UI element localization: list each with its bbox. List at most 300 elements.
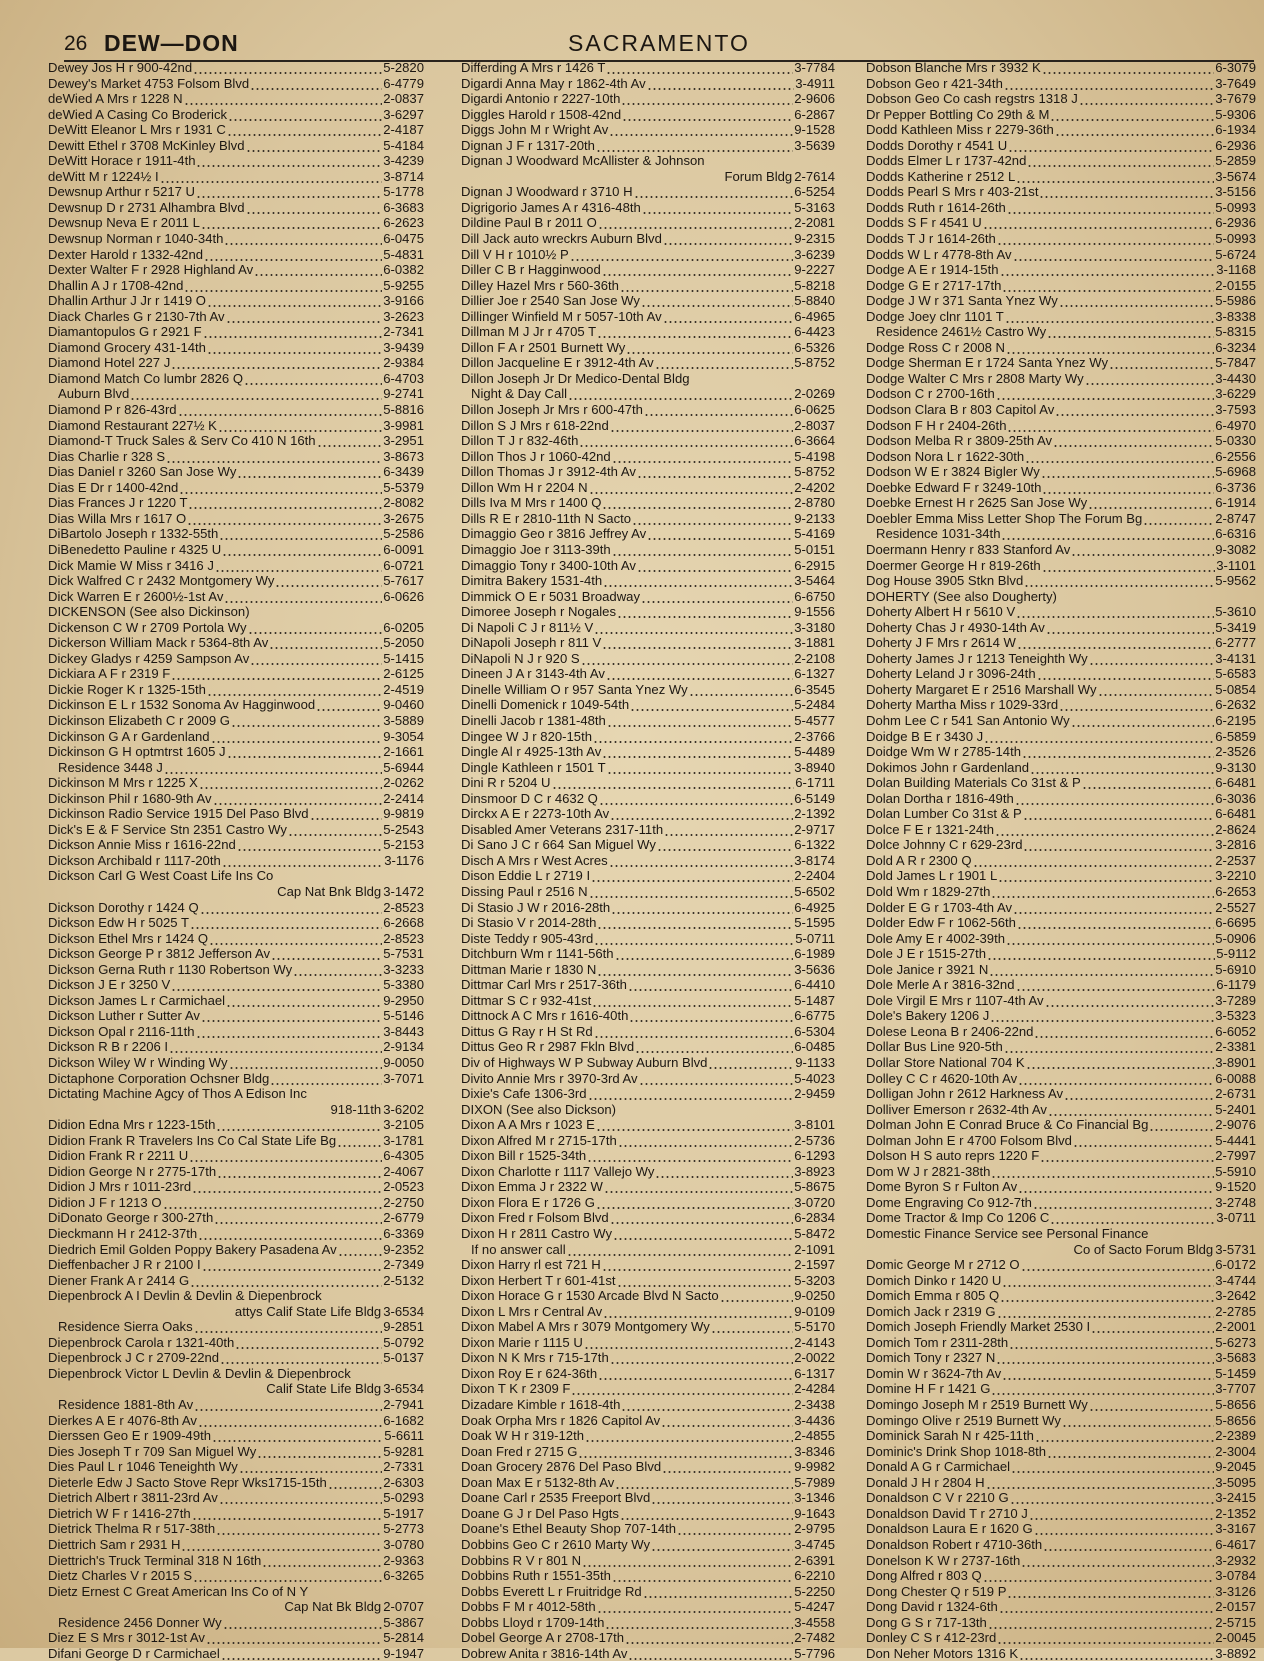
dot-leader [997, 1304, 1215, 1320]
listing-name: Dillman M J Jr r 4705 T [461, 324, 597, 340]
listing-phone: 3-8338 [1215, 308, 1256, 324]
listing-phone: 3-6297 [383, 106, 424, 122]
dot-leader [632, 511, 793, 527]
listing-entry [48, 511, 424, 527]
listing-entry [48, 760, 424, 776]
dot-leader [983, 215, 1215, 231]
listing-name: Dickson J E r 3250 V [48, 977, 171, 993]
dot-leader [661, 1413, 793, 1429]
listing-name: Doherty James J r 1213 Teneighth Wy [866, 650, 1088, 666]
dot-leader [604, 1179, 793, 1195]
listing-phone: 2-0262 [383, 775, 424, 791]
listing-entry [866, 1553, 1256, 1569]
listing-phone: 9-1643 [794, 1505, 835, 1521]
listing-entry [866, 247, 1256, 263]
listing-phone: 9-2315 [794, 231, 835, 247]
listing-entry [461, 1195, 835, 1211]
dot-leader [621, 1397, 793, 1413]
listing-name: Dexter Harold r 1332-42nd [48, 246, 204, 262]
listing-name: Cap Nat Bnk Bldg [277, 883, 382, 899]
listing-phone: 2-5527 [1215, 899, 1256, 915]
dot-leader [630, 697, 793, 713]
listing-name: Domich Joseph Friendly Market 2530 I [866, 1319, 1091, 1335]
dot-leader [201, 1008, 382, 1024]
listing-phone: 6-3079 [1215, 60, 1256, 75]
listing-entry [461, 962, 835, 978]
listing-name: Doane Carl r 2535 Freeport Blvd [461, 1490, 651, 1506]
listing-name: Dison Eddie L r 2719 I [461, 868, 591, 884]
dot-leader [662, 1459, 793, 1475]
listing-name: Dong Alfred r 803 Q [866, 1568, 982, 1584]
listing-name: Dill Jack auto wreckrs Auburn Blvd [461, 231, 662, 247]
dot-leader [591, 868, 793, 884]
listing-entry [48, 231, 424, 247]
listing-entry [461, 1242, 835, 1258]
listing-name: Differding A Mrs r 1426 T [461, 60, 606, 75]
listing-phone: 5-2820 [383, 60, 424, 75]
listing-phone: 6-0205 [383, 619, 424, 635]
listing-phone: 6-6750 [794, 588, 835, 604]
dot-leader [237, 837, 382, 853]
dot-leader [1079, 91, 1214, 107]
listing-name: Diamond Match Co lumbr 2826 Q [48, 370, 244, 386]
dot-leader [1055, 402, 1214, 418]
dot-leader [231, 713, 382, 729]
dot-leader [570, 247, 794, 263]
listing-entry [48, 1304, 424, 1320]
listing-entry [48, 993, 424, 1009]
listing-name: Dold James L r 1901 L [866, 868, 998, 884]
listing-phone: 5-9306 [1215, 106, 1256, 122]
listing-phone: 6-1327 [794, 666, 835, 682]
listing-entry [461, 433, 835, 449]
listing-entry [48, 1366, 424, 1382]
listing-phone: 3-6534 [383, 1303, 424, 1319]
listing-name: Didion J F r 1213 O [48, 1194, 162, 1210]
dot-leader [209, 931, 382, 947]
listing-name: Domestic Finance Service see Personal Finance [866, 1226, 1149, 1242]
listing-name: Dilley Hazel Mrs r 560-36th [461, 277, 619, 293]
listing-name: Dixon N K Mrs r 715-17th [461, 1350, 609, 1366]
listing-name: Dokimos John r Gardenland [866, 759, 1030, 775]
dot-leader [179, 480, 382, 496]
listing-name: Dias Charlie r 328 S [48, 448, 166, 464]
listing-name: Dewey's Market 4753 Folsom Blvd [48, 75, 250, 91]
listing-entry [461, 1366, 835, 1382]
listing-name: Dole Virgil E Mrs r 1107-4th Av [866, 992, 1044, 1008]
listing-entry [461, 977, 835, 993]
listing-phone: 9-1133 [795, 1055, 835, 1070]
dot-leader [622, 107, 793, 123]
listing-entry [48, 884, 424, 900]
dot-leader [1109, 355, 1214, 371]
listing-entry [461, 868, 835, 884]
dot-leader [1047, 1444, 1214, 1460]
listing-phone: 5-1459 [1215, 1365, 1256, 1381]
listing-name: Domic George M r 2712 O [866, 1257, 1020, 1273]
listing-entry [48, 1553, 424, 1569]
listing-phone: 2-1661 [383, 744, 424, 760]
dot-leader [720, 1288, 794, 1304]
listing-entry [461, 1428, 835, 1444]
listing-name: Dominic's Drink Shop 1018-8th [866, 1443, 1047, 1459]
listing-name: Dixon T K r 2309 F [461, 1381, 571, 1397]
listing-entry [48, 589, 424, 605]
listing-entry [48, 1444, 424, 1460]
dot-leader [288, 822, 382, 838]
listing-name: Dittmar Carl Mrs r 2517-36th [461, 977, 627, 993]
listing-phone: 6-6481 [1215, 806, 1256, 822]
dot-leader [196, 1024, 383, 1040]
dot-leader [655, 355, 794, 371]
listing-entry [461, 464, 835, 480]
listing-entry [866, 806, 1256, 822]
listing-name: Dixon Marie r 1115 U [461, 1334, 583, 1350]
listing-name: Domich Tony r 2327 N [866, 1350, 996, 1366]
listing-name: Diedrich Emil Golden Poppy Bakery Pasadena Av [48, 1241, 337, 1257]
dot-leader [1042, 60, 1215, 76]
listing-phone: 6-3369 [383, 1226, 424, 1242]
listing-name: Diamond Hotel 227 J [48, 355, 171, 371]
listing-name: Donaldson Laura E r 1620 G [866, 1521, 1033, 1537]
dot-leader [1024, 573, 1214, 589]
listing-entry [461, 651, 835, 667]
dot-leader [190, 1273, 382, 1289]
listing-phone: 6-4410 [794, 977, 835, 993]
listing-entry [48, 853, 424, 869]
listing-phone: 2-8624 [1215, 821, 1256, 837]
listing-name: Dittmar S C r 932-41st [461, 992, 592, 1008]
dot-leader [602, 744, 793, 760]
listing-phone: 3-4744 [1215, 1272, 1256, 1288]
listing-entry [461, 1102, 835, 1118]
listing-phone: 5-8752 [794, 355, 835, 371]
listing-entry [866, 169, 1256, 185]
dot-leader [1149, 1117, 1214, 1133]
dot-leader [226, 993, 382, 1009]
dot-leader [257, 1444, 382, 1460]
dot-leader [216, 1117, 382, 1133]
listing-phone: 3-7289 [1215, 992, 1256, 1008]
dot-leader [620, 278, 793, 294]
dot-leader [989, 962, 1214, 978]
listing-phone: 2-1091 [794, 1241, 835, 1257]
listing-phone: 3-8892 [1215, 1645, 1256, 1661]
listing-entry [48, 1257, 424, 1273]
listing-entry [866, 402, 1256, 418]
listing-name: Dickiara A F r 2319 F [48, 666, 171, 682]
listing-phone: 5-5146 [383, 1008, 424, 1024]
listing-phone: 3-7784 [794, 60, 835, 75]
listing-phone: 3-0720 [794, 1194, 835, 1210]
listing-name: Diamond Grocery 431-14th [48, 339, 206, 355]
listing-name: DiNapoli N J r 920 S [461, 650, 580, 666]
listing-phone: 6-6316 [1215, 526, 1256, 542]
listing-entry [866, 573, 1256, 589]
listing-entry [461, 1584, 835, 1600]
listing-phone: 9-2741 [383, 386, 424, 402]
listing-name: Domin W r 3624-7th Av [866, 1365, 1002, 1381]
listing-entry [866, 1055, 1256, 1071]
dot-leader [235, 1335, 382, 1351]
listing-name: Dingee W J r 820-15th [461, 728, 593, 744]
city-title: SACRAMENTO [568, 30, 750, 56]
listing-entry [866, 1350, 1256, 1366]
dot-leader [592, 993, 793, 1009]
listing-entry [48, 837, 424, 853]
listing-phone: 6-3736 [1215, 479, 1256, 495]
listing-name: Dimmick O E r 5031 Broadway [461, 588, 641, 604]
dot-leader [1023, 837, 1214, 853]
listing-name: Dias E Dr r 1400-42nd [48, 479, 179, 495]
listing-name: Dr Pepper Bottling Co 29th & M [866, 106, 1050, 122]
listing-name: Dies Joseph T r 709 San Miguel Wy [48, 1443, 257, 1459]
listing-entry [866, 200, 1256, 216]
listing-phone: 6-0626 [383, 588, 424, 604]
listing-name: Dingle Al r 4925-13th Av [461, 744, 602, 760]
listing-phone: 2-4202 [794, 479, 835, 495]
listing-name: Residence 2456 Donner Wy [58, 1614, 222, 1630]
dot-leader [1006, 931, 1214, 947]
listing-name: Dickinson Phil r 1680-9th Av [48, 790, 212, 806]
dot-leader [244, 371, 382, 387]
listing-name: Doan Grocery 2876 Del Paso Blvd [461, 1459, 662, 1475]
dot-leader [612, 449, 794, 465]
listing-name: Dillon S J Mrs r 618-22nd [461, 417, 609, 433]
listing-entry [866, 977, 1256, 993]
listing-name: Dobbs Everett L r Fruitridge Rd [461, 1583, 642, 1599]
listing-entry [866, 1630, 1256, 1646]
dot-leader [664, 822, 793, 838]
dot-leader [594, 931, 794, 947]
dot-leader [617, 1273, 794, 1289]
dot-leader [269, 635, 382, 651]
listing-entry [48, 1164, 424, 1180]
dot-leader [1013, 900, 1214, 916]
dot-leader [171, 977, 382, 993]
listing-name: Dickson R B r 2206 I [48, 1039, 169, 1055]
listing-phone: 2-7482 [794, 1630, 835, 1646]
listing-phone: 2-4143 [794, 1334, 835, 1350]
listing-name: DiBenedetto Pauline r 4325 U [48, 541, 222, 557]
listing-phone: 3-4745 [794, 1536, 835, 1552]
listing-phone: 3-4131 [1215, 650, 1256, 666]
listing-phone: 3-4436 [794, 1412, 835, 1428]
listing-name: Dickinson E L r 1532 Sonoma Av Hagginwood [48, 697, 316, 713]
listing-phone: 2-9459 [794, 1086, 835, 1102]
listing-phone: 3-4911 [795, 75, 835, 91]
listing-name: Auburn Blvd [58, 386, 130, 402]
listing-entry [48, 1008, 424, 1024]
listing-entry [866, 1102, 1256, 1118]
dot-leader [637, 558, 793, 574]
listing-name: Dimoree Joseph r Nogales [461, 604, 617, 620]
listing-entry [866, 1490, 1256, 1506]
listing-entry [866, 1179, 1256, 1195]
listing-phone: 5-1415 [383, 650, 424, 666]
dot-leader [178, 402, 383, 418]
dot-leader [1025, 449, 1214, 465]
listing-entry [48, 1506, 424, 1522]
listing-phone: 6-3545 [794, 681, 835, 697]
listing-entry [866, 868, 1256, 884]
listing-name: Dodge Ross C r 2008 N [866, 339, 1006, 355]
dot-leader [611, 900, 793, 916]
listing-phone: 2-9363 [383, 1552, 424, 1568]
listing-name: Dickinson G A r Gardenland [48, 728, 210, 744]
dot-leader [187, 511, 382, 527]
dot-leader [615, 1475, 793, 1491]
dot-leader [997, 1630, 1214, 1646]
listing-name: Diggs John M r Wright Av [461, 122, 609, 138]
listing-name: Divito Annie Mrs r 3970-3rd Av [461, 1070, 638, 1086]
listing-phone: 3-1346 [794, 1490, 835, 1506]
listing-name: Dodge J W r 371 Santa Ynez Wy [866, 293, 1058, 309]
listing-phone: 5-0906 [1215, 930, 1256, 946]
listing-name: Dittman Marie r 1830 N [461, 961, 597, 977]
listing-entry [866, 464, 1256, 480]
dot-leader [204, 247, 382, 263]
listing-phone: 3-8443 [383, 1023, 424, 1039]
listing-name: Diener Frank A r 2414 G [48, 1272, 190, 1288]
listing-name: DOHERTY (See also Dougherty) [866, 588, 1057, 604]
listing-phone: 3-5639 [794, 137, 835, 153]
dot-leader [1021, 1257, 1215, 1273]
listing-entry [866, 1039, 1256, 1055]
listing-name: Dolliver Emerson r 2632-4th Av [866, 1101, 1047, 1117]
listing-phone: 9-2227 [794, 262, 835, 278]
listing-name: Dong G S r 717-13th [866, 1614, 987, 1630]
listing-phone: 3-1101 [1216, 557, 1256, 573]
listing-name: Dillon Thomas J r 3912-4th Av [461, 464, 636, 480]
listing-phone: 3-3167 [1215, 1521, 1256, 1537]
listing-name: Dickie Roger K r 1325-15th [48, 681, 206, 697]
dot-leader [999, 1599, 1214, 1615]
listing-name: Dodson F H r 2404-26th [866, 417, 1007, 433]
listing-name: Domich Dinko r 1420 U [866, 1272, 1002, 1288]
listing-phone: 5-2814 [383, 1630, 424, 1646]
listing-phone: 5-4441 [1215, 1132, 1256, 1148]
dot-leader [239, 1459, 382, 1475]
listing-entry [461, 993, 835, 1009]
listing-phone: 9-0109 [794, 1303, 835, 1319]
listing-entry [866, 1148, 1256, 1164]
listing-name: Dolman John E Conrad Bruce & Co Financial Bg [866, 1117, 1149, 1133]
listing-name: Dills Iva M Mrs r 1400 Q [461, 495, 602, 511]
listing-columns [48, 60, 1258, 1661]
listing-entry [461, 589, 835, 605]
listing-phone: 2-3766 [794, 728, 835, 744]
listing-entry [866, 1008, 1256, 1024]
listing-phone: 6-6052 [1215, 1023, 1256, 1039]
dot-leader [996, 386, 1214, 402]
dot-leader [328, 1475, 382, 1491]
listing-entry [866, 931, 1256, 947]
listing-entry [48, 107, 424, 123]
dot-leader [628, 1646, 793, 1661]
listing-phone: 5-6611 [384, 1428, 424, 1444]
listing-name: Diller C B r Hagginwood [461, 262, 601, 278]
dot-leader [984, 729, 1214, 745]
listing-entry [866, 231, 1256, 247]
listing-entry [48, 1210, 424, 1226]
listing-entry [461, 309, 835, 325]
dot-leader [596, 1195, 793, 1211]
listing-entry [461, 1071, 835, 1087]
listing-phone: 6-6775 [794, 1008, 835, 1024]
listing-entry [461, 1024, 835, 1040]
listing-phone: 9-0250 [794, 1288, 835, 1304]
dot-leader [224, 589, 382, 605]
listing-name: Dobbs F M r 4012-58th [461, 1599, 596, 1615]
listing-entry [48, 729, 424, 745]
listing-name: Donaldson C V r 2210 G [866, 1490, 1009, 1506]
listing-entry [48, 1024, 424, 1040]
listing-entry [48, 1039, 424, 1055]
listing-phone: 6-2915 [794, 557, 835, 573]
listing-name: Dickson Luther r Sutter Av [48, 1008, 200, 1024]
listing-name: Residence 1031-34th [876, 526, 1001, 542]
listing-phone: 6-1317 [794, 1365, 835, 1381]
listing-entry [866, 1599, 1256, 1615]
dot-leader [657, 837, 793, 853]
listing-name: 918-11th [330, 1101, 382, 1117]
listing-phone: 2-2785 [1215, 1303, 1256, 1319]
dot-leader [1008, 138, 1214, 154]
listing-phone: 9-0050 [383, 1055, 424, 1070]
listing-name: Dodson W E r 3824 Bigler Wy [866, 464, 1040, 480]
listing-phone: 9-9819 [383, 806, 424, 822]
listing-phone: 5-8218 [794, 277, 835, 293]
listing-entry [461, 1537, 835, 1553]
listing-entry [461, 542, 835, 558]
listing-phone: 2-1392 [794, 806, 835, 822]
listing-name: Dictating Machine Agcy of Thos A Edison Inc [48, 1086, 307, 1102]
listing-phone: 9-1556 [794, 604, 835, 620]
listing-entry [866, 1381, 1256, 1397]
listing-name: Dobbins R V r 801 N [461, 1552, 582, 1568]
listing-name: Dole Amy E r 4002-39th [866, 930, 1006, 946]
listing-entry [866, 697, 1256, 713]
listing-entry [866, 635, 1256, 651]
dot-leader [181, 1537, 382, 1553]
listing-entry [866, 744, 1256, 760]
listing-name: Diack Charles G r 2130-7th Av [48, 308, 225, 324]
listing-phone: 2-6391 [794, 1552, 835, 1568]
listing-phone: 6-0721 [383, 557, 424, 573]
listing-name: attys Calif State Life Bldg [234, 1303, 382, 1319]
listing-phone: 3-6534 [383, 1381, 424, 1397]
listing-entry [866, 1335, 1256, 1351]
listing-name: Residence Sierra Oaks [58, 1319, 193, 1335]
listing-name: Dodge G E r 2717-17th [866, 277, 1002, 293]
dot-leader [1019, 1646, 1214, 1661]
listing-entry [461, 1257, 835, 1273]
listing-phone: 5-8315 [1215, 324, 1256, 340]
dot-leader [587, 1148, 793, 1164]
dot-leader [991, 1381, 1214, 1397]
listing-name: Dietrich Albert r 3811-23rd Av [48, 1490, 218, 1506]
dot-leader [1091, 1319, 1214, 1335]
listing-entry [48, 620, 424, 636]
listing-entry [461, 107, 835, 123]
listing-name: Dickson Dorothy r 1424 Q [48, 899, 199, 915]
listing-entry [461, 1210, 835, 1226]
listing-phone: 6-5254 [794, 184, 835, 200]
listing-phone: 3-5683 [1215, 1350, 1256, 1366]
listing-phone: 3-1472 [383, 883, 424, 899]
dot-leader [1022, 744, 1214, 760]
